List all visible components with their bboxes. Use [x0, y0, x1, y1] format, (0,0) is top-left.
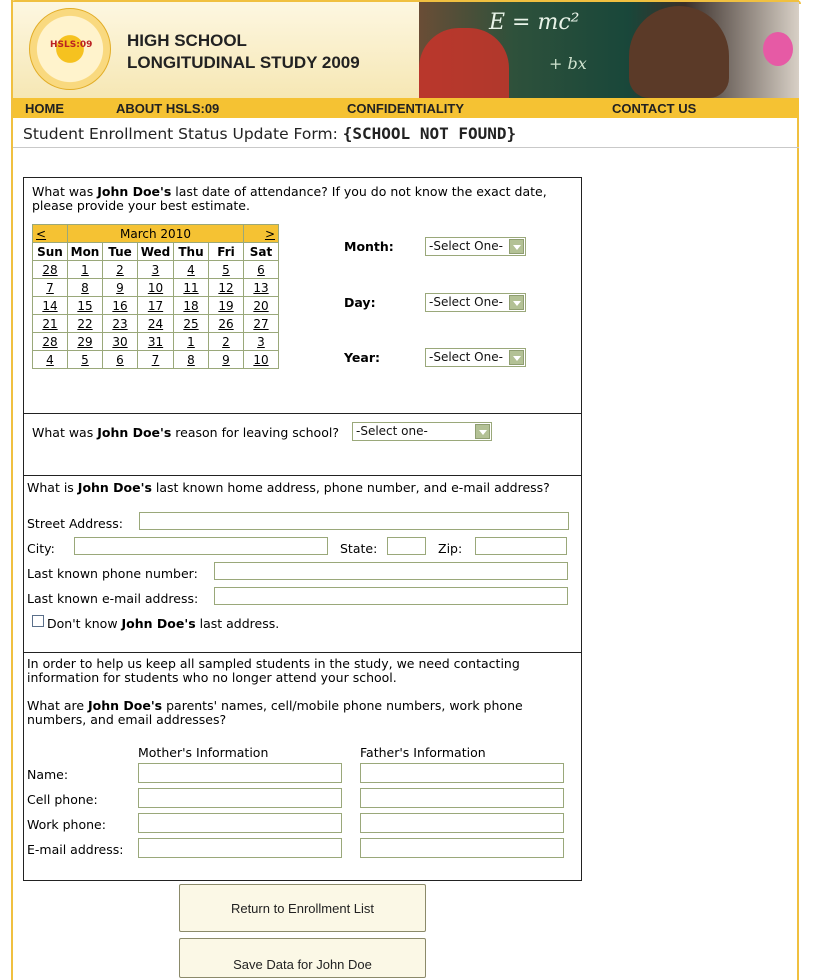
calendar-day-link[interactable]: 28	[42, 334, 58, 349]
calendar-week-row	[33, 261, 279, 279]
calendar-prev-link[interactable]: <	[36, 226, 47, 241]
calendar-day-cell	[244, 261, 279, 279]
calendar-day-link[interactable]: 17	[147, 298, 164, 313]
calendar-day-cell	[209, 351, 244, 369]
calendar-day-cell	[103, 333, 138, 351]
mother-name-input[interactable]	[138, 763, 342, 783]
calendar-day-link[interactable]: 7	[46, 280, 54, 295]
nav-contact[interactable]: CONTACT US	[612, 101, 697, 116]
student-name: John Doe's	[97, 425, 172, 440]
calendar-day-link[interactable]: 31	[147, 334, 164, 349]
calendar-day-link[interactable]: 13	[253, 280, 269, 295]
parent-cell-label: Cell phone:	[27, 792, 98, 807]
dropdown-arrow-icon	[509, 350, 524, 365]
chalkboard-formula: E = mc²	[489, 10, 580, 35]
site-title-line1: HIGH SCHOOL	[127, 31, 247, 50]
calendar-day-link[interactable]: 23	[112, 316, 128, 331]
reason-section	[23, 413, 582, 475]
calendar-day-cell	[103, 279, 138, 297]
reason-question	[32, 426, 339, 440]
email-label: Last known e-mail address:	[27, 591, 199, 606]
hsls-logo[interactable]	[29, 8, 111, 90]
mother-work-input[interactable]	[138, 813, 342, 833]
site-banner	[13, 2, 799, 98]
calendar-day-cell	[103, 315, 138, 333]
street-input[interactable]	[139, 512, 569, 530]
calendar-week-row	[33, 279, 279, 297]
question-text: last date of attendance? If you do not know the exact date,	[175, 184, 547, 199]
nav-about[interactable]: ABOUT HSLS:09	[116, 101, 220, 116]
calendar-day-link[interactable]: 7	[151, 352, 160, 367]
phone-input[interactable]	[214, 562, 568, 580]
day-select-value: -Select One-	[429, 295, 503, 309]
calendar-header	[33, 225, 279, 243]
calendar-week-row	[33, 315, 279, 333]
year-select-value: -Select One-	[429, 350, 503, 364]
calendar-day-link[interactable]: 5	[81, 352, 89, 367]
calendar-day-link[interactable]: 2	[116, 262, 124, 277]
intro-text: information for students who no longer attend your school.	[27, 670, 397, 685]
calendar-next-cell	[244, 225, 279, 243]
attendance-section	[23, 177, 582, 414]
calendar-day-cell	[209, 315, 244, 333]
calendar-day-link[interactable]: 4	[46, 352, 54, 367]
calendar-day-cell	[68, 351, 103, 369]
calendar-day-cell	[33, 315, 68, 333]
year-label: Year:	[344, 350, 380, 365]
question-text: numbers, and email addresses?	[27, 712, 227, 727]
calendar-day-link[interactable]: 12	[218, 280, 234, 295]
calendar-day-link[interactable]: 16	[112, 298, 128, 313]
father-column-header: Father's Information	[360, 745, 486, 760]
dont-know-address-checkbox[interactable]	[32, 615, 44, 627]
divider	[13, 147, 799, 148]
calendar-week-row	[33, 297, 279, 315]
calendar-day-cell	[209, 261, 244, 279]
city-label: City:	[27, 541, 55, 556]
mother-email-input[interactable]	[138, 838, 342, 858]
checkbox-text: Don't know	[47, 616, 118, 631]
calendar-day-cell	[138, 279, 174, 297]
return-to-enrollment-button[interactable]	[179, 884, 426, 932]
calendar-day-link[interactable]: 28	[42, 262, 58, 277]
reason-select-value: -Select one-	[356, 424, 428, 438]
question-text: What was	[32, 184, 94, 199]
student-name: John Doe's	[121, 616, 196, 631]
zip-label: Zip:	[438, 541, 463, 556]
calendar-month-title: March 2010	[68, 225, 244, 243]
calendar-day-link[interactable]: 3	[151, 262, 160, 277]
calendar-day-link[interactable]: 6	[257, 262, 265, 277]
day-label: Day:	[344, 295, 376, 310]
calendar-next-link[interactable]: >	[264, 226, 275, 241]
phone-label: Last known phone number:	[27, 566, 198, 581]
calendar-day-link[interactable]: 9	[116, 280, 124, 295]
calendar-day-link[interactable]: 30	[112, 334, 128, 349]
calendar-day-cell	[138, 297, 174, 315]
save-button-label: Save Data for John Doe	[233, 957, 372, 972]
weekday-header: Tue	[103, 243, 138, 261]
calendar-day-cell	[103, 261, 138, 279]
email-input[interactable]	[214, 587, 568, 605]
calendar-day-cell	[244, 315, 279, 333]
checkbox-text: last address.	[199, 616, 280, 631]
calendar-day-link[interactable]: 20	[253, 298, 269, 313]
father-cell-input[interactable]	[360, 788, 564, 808]
weekday-header: Fri	[209, 243, 244, 261]
student-name: John Doe's	[77, 480, 152, 495]
calendar-day-link[interactable]: 8	[187, 352, 195, 367]
father-email-input[interactable]	[360, 838, 564, 858]
calendar-day-cell	[244, 333, 279, 351]
calendar-day-link[interactable]: 3	[257, 334, 265, 349]
calendar-day-cell	[138, 351, 174, 369]
calendar-day-link[interactable]: 4	[187, 262, 195, 277]
calendar-day-cell	[209, 297, 244, 315]
calendar-day-link[interactable]: 6	[116, 352, 124, 367]
calendar-day-link[interactable]: 10	[147, 280, 164, 295]
parent-work-label: Work phone:	[27, 817, 106, 832]
parents-section	[23, 652, 582, 881]
calendar-day-cell	[103, 351, 138, 369]
nav-confidentiality[interactable]: CONFIDENTIALITY	[347, 101, 464, 116]
calendar-day-cell	[103, 297, 138, 315]
address-section	[23, 475, 582, 653]
page-title	[23, 124, 516, 143]
calendar-day-link[interactable]: 24	[147, 316, 164, 331]
calendar-day-cell	[209, 333, 244, 351]
calendar-day-cell	[33, 333, 68, 351]
dropdown-arrow-icon	[475, 424, 490, 439]
question-text: parents' names, cell/mobile phone numbers, work phone	[166, 698, 523, 713]
banner-photo	[419, 2, 799, 98]
calendar-day-link[interactable]: 2	[222, 334, 230, 349]
parent-email-label: E-mail address:	[27, 842, 124, 857]
calendar-day-cell	[68, 279, 103, 297]
calendar-weekdays	[33, 243, 279, 261]
calendar-day-link[interactable]: 22	[77, 316, 93, 331]
parents-question	[27, 699, 523, 727]
calendar-day-cell	[174, 351, 209, 369]
weekday-header: Sun	[33, 243, 68, 261]
question-text: please provide your best estimate.	[32, 198, 250, 213]
calendar-day-link[interactable]: 25	[183, 316, 199, 331]
calendar-day-link[interactable]: 15	[77, 298, 93, 313]
calendar-day-cell	[174, 333, 209, 351]
calendar-day-link[interactable]: 26	[218, 316, 234, 331]
calendar-week-row	[33, 351, 279, 369]
page-title-text: Student Enrollment Status Update Form:	[23, 125, 338, 143]
date-calendar	[32, 224, 279, 369]
calendar-day-link[interactable]: 14	[42, 298, 58, 313]
calendar-day-cell	[174, 297, 209, 315]
calendar-day-link[interactable]: 8	[81, 280, 89, 295]
student-photo	[419, 28, 509, 98]
calendar-day-link[interactable]: 21	[42, 316, 58, 331]
weekday-header: Wed	[138, 243, 174, 261]
month-select-value: -Select One-	[429, 239, 503, 253]
parent-name-label: Name:	[27, 767, 69, 782]
scientist-photo	[629, 6, 729, 98]
question-text: What is	[27, 480, 74, 495]
calendar-prev-cell	[33, 225, 68, 243]
calendar-day-cell	[244, 297, 279, 315]
zip-input[interactable]	[475, 537, 567, 555]
weekday-header: Sat	[244, 243, 279, 261]
calendar-day-link[interactable]: 19	[218, 298, 234, 313]
calendar-day-cell	[174, 315, 209, 333]
site-title-line2: LONGITUDINAL STUDY 2009	[127, 53, 360, 72]
dropdown-arrow-icon	[509, 239, 524, 254]
weekday-header: Mon	[68, 243, 103, 261]
calendar-day-cell	[174, 279, 209, 297]
calendar-day-cell	[68, 297, 103, 315]
calendar-day-cell	[138, 261, 174, 279]
calendar-day-cell	[174, 261, 209, 279]
calendar-day-link[interactable]: 1	[81, 262, 89, 277]
calendar-day-link[interactable]: 18	[183, 298, 199, 313]
question-text: reason for leaving school?	[175, 425, 339, 440]
attendance-question	[32, 185, 577, 213]
question-text: last known home address, phone number, and e-mail address?	[155, 480, 550, 495]
calendar-day-cell	[68, 315, 103, 333]
mother-cell-input[interactable]	[138, 788, 342, 808]
calendar-day-link[interactable]: 1	[187, 334, 195, 349]
calendar-day-link[interactable]: 29	[77, 334, 93, 349]
flask-photo	[763, 32, 793, 66]
calendar-day-link[interactable]: 5	[222, 262, 230, 277]
calendar-day-link[interactable]: 11	[183, 280, 199, 295]
calendar-day-cell	[33, 261, 68, 279]
intro-text: In order to help us keep all sampled students in the study, we need contacting	[27, 656, 520, 671]
day-select[interactable]	[425, 293, 526, 312]
year-select[interactable]	[425, 348, 526, 367]
state-label: State:	[340, 541, 378, 556]
save-data-button[interactable]	[179, 938, 426, 978]
address-question	[27, 481, 550, 495]
city-input[interactable]	[74, 537, 328, 555]
calendar-day-cell	[33, 297, 68, 315]
return-button-label: Return to Enrollment List	[230, 900, 375, 916]
mother-column-header: Mother's Information	[138, 745, 269, 760]
month-label: Month:	[344, 239, 394, 254]
calendar-day-cell	[68, 333, 103, 351]
question-text: What are	[27, 698, 85, 713]
calendar-day-cell	[68, 261, 103, 279]
parents-intro	[27, 657, 520, 685]
school-name: {SCHOOL NOT FOUND}	[342, 124, 517, 143]
dont-know-address-label[interactable]	[47, 616, 279, 631]
chalkboard-scribble: + bx	[549, 54, 587, 73]
calendar-day-cell	[138, 333, 174, 351]
dropdown-arrow-icon	[509, 295, 524, 310]
main-nav	[13, 98, 799, 118]
month-select[interactable]	[425, 237, 526, 256]
student-name: John Doe's	[88, 698, 163, 713]
calendar-day-cell	[209, 279, 244, 297]
calendar-day-link[interactable]: 10	[253, 352, 269, 367]
father-work-input[interactable]	[360, 813, 564, 833]
calendar-day-link[interactable]: 27	[253, 316, 269, 331]
site-title	[127, 30, 360, 74]
state-input[interactable]	[387, 537, 426, 555]
calendar-day-cell	[244, 279, 279, 297]
street-label: Street Address:	[27, 516, 123, 531]
calendar-day-cell	[244, 351, 279, 369]
calendar-day-cell	[33, 351, 68, 369]
student-name: John Doe's	[97, 184, 172, 199]
weekday-header: Thu	[174, 243, 209, 261]
logo-seal-text: HSLS:09	[50, 40, 93, 50]
question-text: What was	[32, 425, 94, 440]
father-name-input[interactable]	[360, 763, 564, 783]
calendar-day-link[interactable]: 9	[222, 352, 230, 367]
reason-select[interactable]	[352, 422, 492, 441]
nav-home[interactable]: HOME	[25, 101, 64, 116]
calendar-day-cell	[138, 315, 174, 333]
calendar-week-row	[33, 333, 279, 351]
calendar-day-cell	[33, 279, 68, 297]
